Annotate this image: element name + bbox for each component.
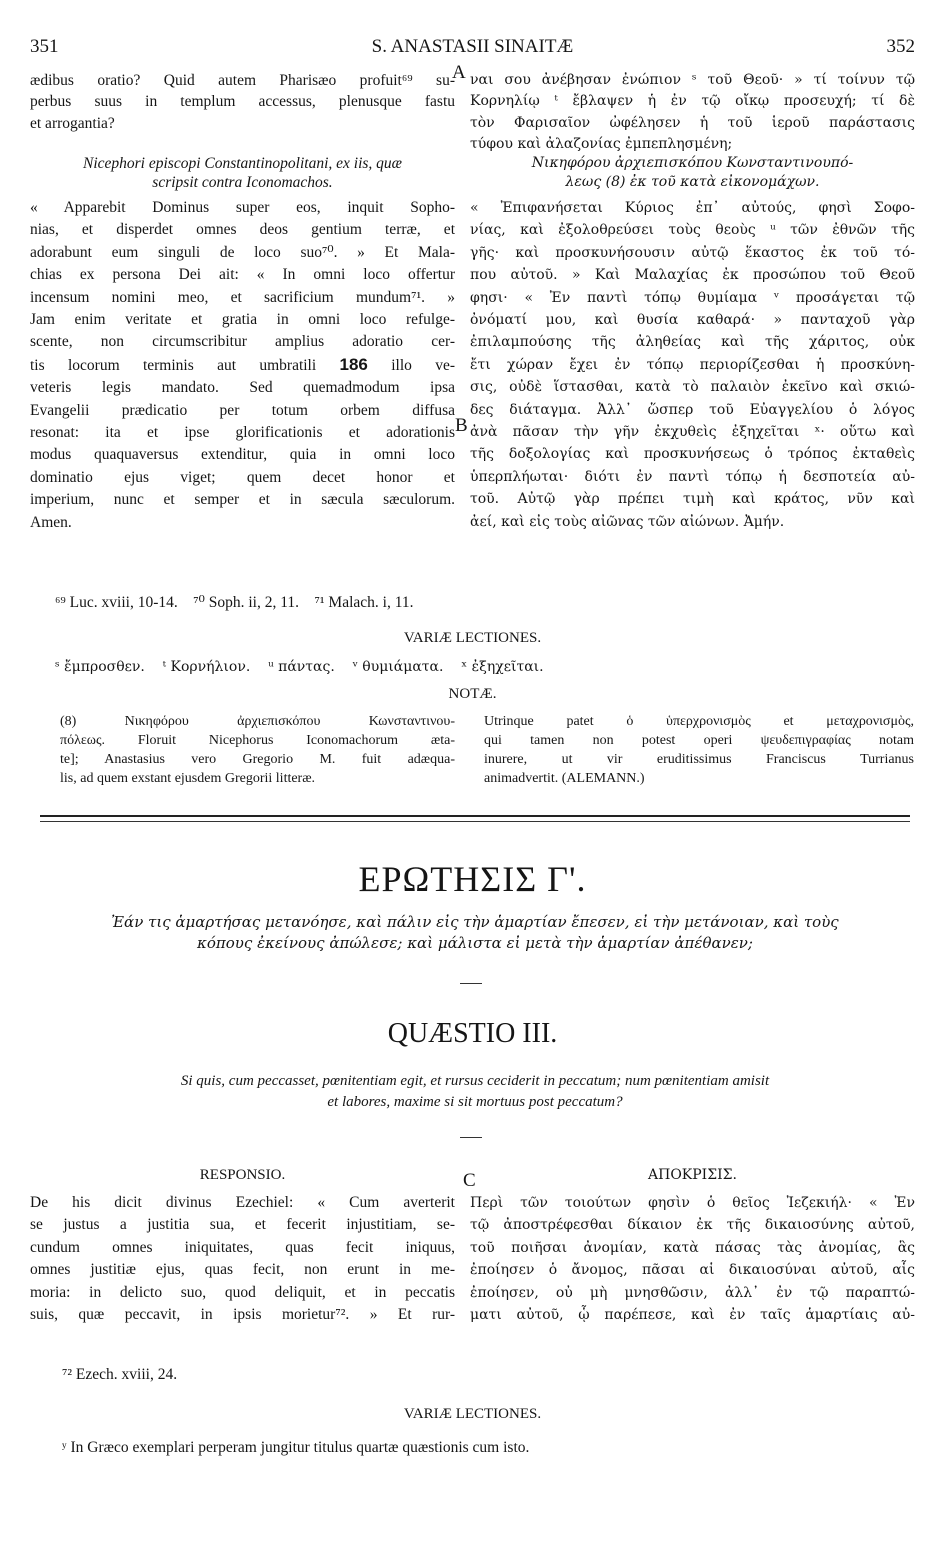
greek-question-text [40,912,910,954]
section-divider [40,815,910,817]
text-line: ἐποίησεν, οὐ μὴ μνησθῶσιν, ἀλλ᾽ ἐν τῷ παραπτώ- [470,1284,915,1301]
note-line: πόλεως. Floruit Nicephorus Iconomachorum æta- [60,733,455,748]
text-line: Jam enim veritate et gratia in omni loco refulge- [30,311,455,329]
notae-heading: NOTÆ. [448,686,497,702]
greek-answer-text [470,1192,915,1326]
text-line: « Apparebit Dominus super eos, inquit Sopho- [30,199,455,216]
text-line: resonat: ita et ipse glorificationis et adorationis [30,424,455,442]
text-line: τῆς δοξολογίας καὶ προσκυνήσεως ὁ τρόπος ἐκταθεὶς [470,446,915,463]
page-number-right: 352 [886,36,915,57]
text-line-with-page-ref [30,354,455,377]
note-line: inurere, ut vir eruditissimus Franciscus Turrianus [484,752,914,767]
text-line: nias, et disperdet omnes deos gentium terræ, et [30,221,455,239]
text-line: γῆς· καὶ προσκυνήσουσιν αὐτῷ ἕκαστος ἐκ τοῦ τό- [470,244,915,261]
footnote-ezechiel: ⁷² Ezech. xviii, 24. [62,1366,178,1383]
footnotes-scripture: ⁶⁹ Luc. xviii, 10-14. ⁷⁰ Soph. ii, 2, 11. ⁷¹ Malach. i, 11. [55,594,414,611]
text-line: ἀεί, καὶ εἰς τοὺς αἰῶνας τῶν αἰώνων. Ἀμήν. [470,513,785,530]
greek-section-heading [470,154,915,192]
variae-lectiones-note: ʸ In Græco exemplari perperam jungitur titulus quartæ quæstionis cum isto. [62,1439,530,1456]
responsio-heading: RESPONSIO. [199,1167,286,1183]
text-line: ἐποίησεν ὁ ἄνομος, πᾶσαι αἱ δικαιοσύναι αὐτοῦ, αἷς [470,1262,915,1279]
text-line: perbus suus in templum accessus, plenusque fastu [30,93,455,111]
heading-line: scripsit contra Iconomachos. [152,174,333,191]
text-line: δες διάταγμα. Ἀλλ᾽ ὥσπερ τοῦ Εὐαγγελίου ὁ λόγος [470,401,915,418]
variae-lectiones-readings: ˢ ἔμπροσθεν. ᵗ Κορνήλιον. ᵘ πάντας. ᵛ θυμιάματα. ˣ ἐξηχεῖται. [55,659,544,675]
short-dash [460,1137,482,1138]
text-line: dominatio ejus viget; quem decet honor et [30,468,455,486]
text-line: ἐπιλαμπούσης τῆς ἀληθείας καὶ τῆς χάριτος, οὐκ [470,334,915,351]
text-line: ματι αὐτοῦ, ᾧ παρέπεσε, καὶ ἐν ταῖς ἁμαρτίαις αὐ- [470,1307,915,1324]
text-line: ἔτι χώραν ἔχει ἐν τόπῳ περιορίζεσθαι ἡ προσκύνη- [470,356,915,373]
greek-question-title: ΕΡΩΤΗΣΙΣ Γ'. [358,859,587,899]
section-divider-thin [40,821,910,822]
heading-line: Νικηφόρου ἀρχιεπισκόπου Κωνσταντινουπό- [531,155,854,171]
text-line: modus quaquaversus extenditur, quia in omni loco [30,446,455,464]
text-line: Amen. [30,513,72,531]
text-line: που αὐτοῦ. » Καὶ Μαλαχίας ἐκ προσώπου τοῦ Θεοῦ [470,267,915,284]
note-line: Utrinque patet ὁ ὑπερχρονισμὸς et μεταχρονισμὸς, [484,714,914,729]
text-line: τῷ ἀποστρέφεσθαι δίκαιον ἐκ τῆς δικαιοσύνης αὐτοῦ, [470,1217,915,1234]
text-line: Κορνηλίῳ ᵗ ἔβλαψεν ἡ ἐν τῷ οἴκῳ προσευχή; τί δὲ [470,93,915,110]
text-line: moria: in delicto suo, quod deliquit, et in peccatis [30,1283,455,1301]
text-fragment: illo ve- [391,356,455,374]
text-line: τύφου καὶ ἀλαζονίας ἐμπεπλησμένη; [470,136,733,153]
text-line: ναι σου ἀνέβησαν ἐνώπιον ˢ τοῦ Θεοῦ· » τί τοίνυν τῷ [470,72,915,88]
text-line: τοῦ. Αὐτῷ γὰρ πρέπει τιμὴ καὶ κράτος, νῦν καὶ [470,491,915,508]
column-marker-b: B [455,415,468,436]
text-line: se justus a justitia sua, et fecerit injustitiam, se- [30,1216,455,1234]
running-title: S. ANASTASII SINAITÆ [371,36,574,57]
heading-line: λεως (8) ἐκ τοῦ κατὰ εἰκονομάχων. [565,174,820,190]
variae-lectiones-heading: VARIÆ LECTIONES. [403,630,542,646]
text-fragment: tis locorum terminis aut umbratili [30,356,317,374]
text-line: ἀνὰ πᾶσαν τὴν γῆν ἐκχυθεὶς ἐξηχεῖται ˣ· οὕτω καὶ [470,424,915,441]
text-line: σις, οὐδὲ ἵστασθαι, κατὰ τὸ παλαιὸν ἐκεῖνο καὶ σκιώ- [470,379,915,396]
latin-section-heading [30,154,455,192]
greek-body-text [470,197,915,533]
text-line: τὸν Φαρισαῖον ὠφέλησεν ἡ τοῦ ἱεροῦ παράστασις [470,114,915,131]
text-line: « Ἐπιφανήσεται Κύριος ἐπ᾽ αὐτούς, φησὶ Σοφο- [470,200,915,216]
text-line: Περὶ τῶν τοιούτων φησὶν ὁ θεῖος Ἰεζεκιήλ· « Ἐν [470,1195,915,1211]
column-marker-c: C [463,1170,476,1191]
text-line: omnes justitiæ ejus, quas fecit, non erunt in me- [30,1261,455,1279]
text-line: veteris legis mandato. Sed quemadmodum ipsa [30,379,455,397]
variae-lectiones-heading-2: VARIÆ LECTIONES. [403,1406,542,1422]
text-line: chias ex persona Dei ait: « In omni loco offertur [30,266,455,284]
latin-question-title: QUÆSTIO III. [387,1018,558,1049]
column-marker-a: A [452,62,466,83]
note-line: qui tamen non potest operi ψευδεπιγραφίας notam [484,733,914,748]
text-line: ὀνόματί μου, καὶ θυσία καθαρά· » πανταχοῦ γὰρ [470,312,915,329]
latin-top-paragraph [30,70,455,134]
notae-right-column [484,712,914,788]
heading-line: Nicephori episcopi Constantinopolitani, ex iis, quæ [82,155,403,172]
latin-answer-text [30,1192,455,1326]
question-line: κόπους ἐκείνους ἀπώλεσε; καὶ μάλιστα εἰ μετὰ τὴν ἁμαρτίαν ἀπέθανεν; [197,934,753,952]
latin-question-text [40,1071,910,1113]
text-line: adorabunt eum singuli de loco suo⁷⁰. » Et Mala- [30,243,455,261]
text-line: φησι· « Ἐν παντὶ τόπῳ θυμίαμα ᵛ προσάγεται τῷ [470,289,915,306]
short-dash [460,983,482,984]
apokrisis-heading: ΑΠΟΚΡΙΣΙΣ. [648,1167,737,1183]
question-line: Ἐάν τις ἁμαρτήσας μετανόησε, καὶ πάλιν εἰς τὴν ἁμαρτίαν ἔπεσεν, εἰ τὴν μετάνοιαν, καὶ τοὺς [111,913,839,931]
text-line: suis, quæ peccavit, in ipsis morietur⁷². » Et rur- [30,1306,455,1324]
page-number-left: 351 [30,36,59,57]
question-line: Si quis, cum peccasset, pœnitentiam egit, et rursus ceciderit in peccatum; num pœnitentiam amisit [180,1073,770,1089]
text-line: τοῦ ποιῆσαι ἀνομίαν, κατὰ πάσας τὰς ἀνομίας, ἃς [470,1239,915,1256]
note-line: lis, ad quem exstant ejusdem Gregorii litteræ. [60,771,316,786]
margin-page-reference: 186 [339,354,368,374]
text-line: incensum nomini meo, et sacrificium mundum⁷¹. » [30,288,455,306]
greek-top-paragraph [470,70,915,156]
text-line: imperium, nunc et semper et in sæcula sæculorum. [30,491,455,509]
text-line: scente, non circumscribitur amplius adoratio cer- [30,333,455,351]
text-line: cundum omnes iniquitates, quas fecit iniquus, [30,1238,455,1256]
latin-body-text [30,197,455,534]
text-line: De his dicit divinus Ezechiel: « Cum averterit [30,1194,455,1211]
note-line: animadvertit. (ALEMANN.) [484,771,645,786]
question-line: et labores, maxime si sit mortuus post peccatum? [327,1094,623,1110]
note-line: (8) Νικηφόρου ἀρχιεπισκόπου Κωνσταντινου- [60,714,455,729]
notae-left-column [60,712,455,788]
text-line: ædibus oratio? Quid autem Pharisæo profuit⁶⁹ su- [30,72,455,89]
text-line: Evangelii prædicatio per totum orbem diffusa [30,401,455,419]
note-line: te]; Anastasius vero Gregorio M. fuit adæqua- [60,752,455,767]
text-line: νίας, καὶ ἐξολοθρεύσει τοὺς θεοὺς ᵘ τῶν ἐθνῶν τῆς [470,222,915,239]
text-line: et arrogantia? [30,114,115,132]
text-line: ὑπερπλήωται· διότι ἐν παντὶ τόπῳ ἡ δεσποτεία αὐ- [470,468,915,485]
